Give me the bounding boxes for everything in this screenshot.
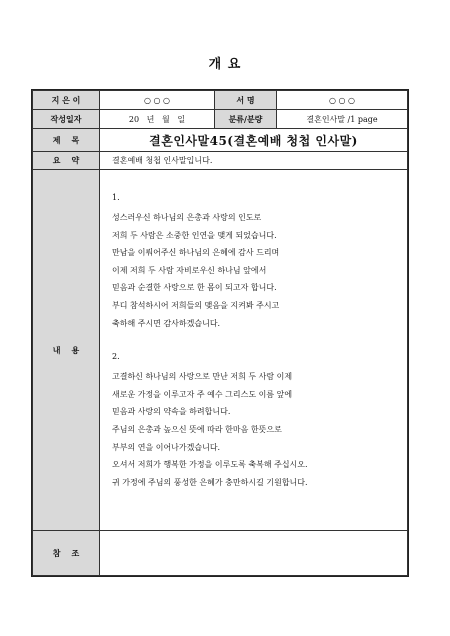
reference-label: 참 조 <box>33 531 100 576</box>
summary-row <box>33 152 408 170</box>
content-line: 고결하신 하나님의 사랑으로 만난 저희 두 사람 이제 <box>112 372 293 382</box>
sign-label: 서 명 <box>215 91 277 110</box>
reference-row <box>33 531 408 576</box>
content-line: 새로운 가정을 이루고자 주 예수 그리스도 이름 앞에 <box>112 389 293 399</box>
content-label: 내 용 <box>33 170 100 531</box>
content-line: 오셔서 저희가 행복한 가정을 이루도록 축복해 주십시오. <box>112 460 308 470</box>
section-number: 2. <box>112 352 120 362</box>
content-line: 만남을 이뤄어주신 하나님의 은혜에 감사 드리며 <box>112 248 280 258</box>
category-value: 결혼인사말 /1 page <box>277 110 408 129</box>
content-row <box>33 170 408 531</box>
date-value: 20 년 월 일 <box>100 110 215 129</box>
title-row <box>33 129 408 152</box>
content-line: 부디 참석하시어 저희들의 맺음을 지켜봐 주시고 <box>112 300 280 310</box>
section-2 <box>112 350 401 491</box>
author-value: ○ ○ ○ <box>100 91 215 110</box>
content-line: 믿음과 순결한 사랑으로 한 몸이 되고자 합니다. <box>112 283 277 293</box>
content-line: 축하해 주시면 감사하겠습니다. <box>112 318 221 328</box>
summary-label: 요 약 <box>33 152 100 170</box>
content-body <box>100 170 408 531</box>
category-label: 분류/분량 <box>215 110 277 129</box>
content-line: 부부의 연을 이어나가겠습니다. <box>112 442 221 452</box>
content-line: 믿음과 사랑의 약속을 하려합니다. <box>112 407 231 417</box>
section-1 <box>112 191 401 332</box>
date-row <box>33 110 408 129</box>
document-table-frame <box>31 89 409 577</box>
summary-text: 결혼예배 청첩 인사말입니다. <box>100 152 408 170</box>
content-line: 이제 저희 두 사람 자비로우신 하나님 앞에서 <box>112 265 267 275</box>
document-table <box>32 90 408 576</box>
content-line: 주님의 은총과 높으신 뜻에 따라 한마음 한뜻으로 <box>112 424 282 434</box>
content-line: 저희 두 사람은 소중한 인연을 맺게 되었습니다. <box>112 230 277 240</box>
content-line: 귀 가정에 주님의 풍성한 은혜가 충만하시길 기원합니다. <box>112 477 308 487</box>
title-label: 제 목 <box>33 129 100 152</box>
date-label: 작성일자 <box>33 110 100 129</box>
author-row <box>33 91 408 110</box>
page-title: 개 요 <box>208 57 242 72</box>
section-number: 1. <box>112 193 120 202</box>
author-label: 지 은 이 <box>33 91 100 110</box>
content-line: 성스러우신 하나님의 은총과 사랑의 인도로 <box>112 213 262 222</box>
reference-value <box>100 531 408 576</box>
document-title: 결혼인사말45(결혼예배 청첩 인사말) <box>100 129 408 152</box>
sign-value: ○ ○ ○ <box>277 91 408 110</box>
